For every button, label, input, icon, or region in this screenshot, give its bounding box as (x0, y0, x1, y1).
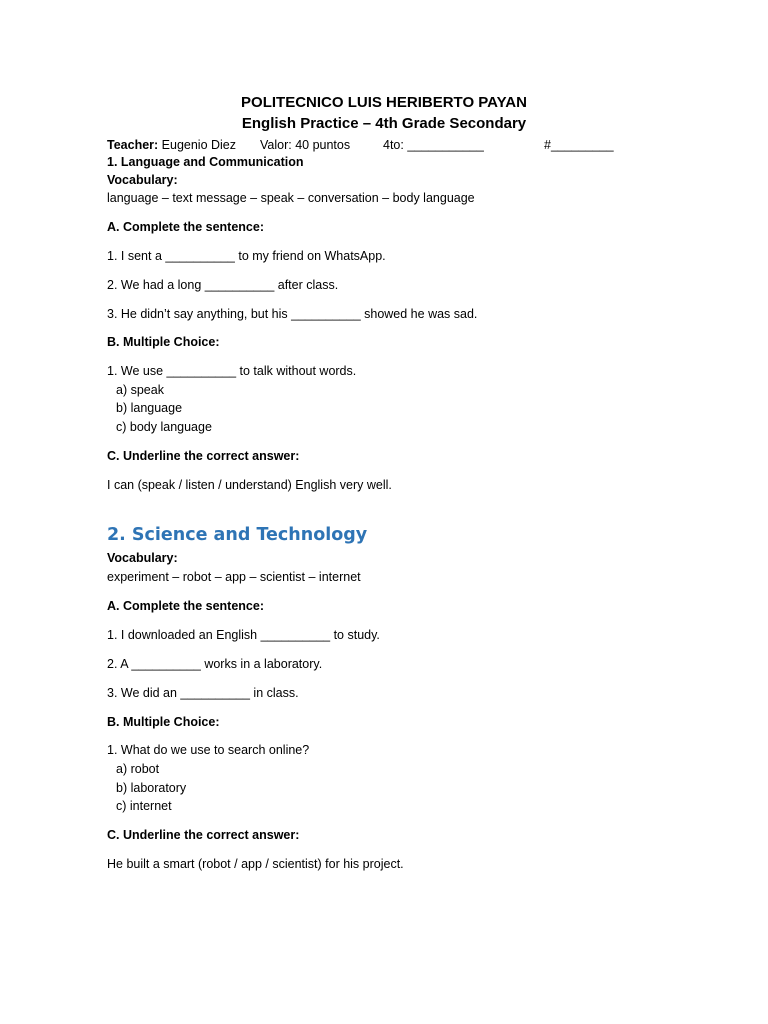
section-1-vocab-label: Vocabulary: (107, 173, 178, 187)
section-1-part-b-title: B. Multiple Choice: (107, 335, 220, 349)
section-1-part-a-item: 3. He didn’t say anything, but his __________ showed he was sad. (107, 307, 478, 321)
grade-field: 4to: ___________ (383, 138, 484, 152)
section-2-part-c-sentence: He built a smart (robot / app / scientist) for his project. (107, 857, 404, 871)
teacher-label: Teacher: (107, 138, 159, 152)
section-1-option: a) speak (116, 383, 164, 397)
section-1-heading: 1. Language and Communication (107, 155, 304, 169)
section-1-part-c-title: C. Underline the correct answer: (107, 449, 300, 463)
number-field: #_________ (544, 138, 614, 152)
section-1-vocab-words: language – text message – speak – conversation – body language (107, 191, 475, 205)
school-name: POLITECNICO LUIS HERIBERTO PAYAN (241, 94, 527, 111)
section-2-part-b-title: B. Multiple Choice: (107, 715, 220, 729)
section-2-vocab-words: experiment – robot – app – scientist – internet (107, 570, 361, 584)
valor-text: Valor: 40 puntos (260, 138, 351, 152)
section-2-part-a-title: A. Complete the sentence: (107, 599, 264, 613)
section-2-option: b) laboratory (116, 781, 187, 795)
section-1-option: b) language (116, 401, 183, 415)
worksheet-title: English Practice – 4th Grade Secondary (241, 115, 527, 132)
section-2-part-b-question: 1. What do we use to search online? (107, 743, 310, 757)
section-2-heading: 2. Science and Technology (107, 525, 368, 545)
section-2-part-a-item: 1. I downloaded an English __________ to study. (107, 628, 380, 642)
section-2-vocab-label: Vocabulary: (107, 551, 178, 565)
section-2-part-c-title: C. Underline the correct answer: (107, 828, 300, 842)
section-1-part-c-sentence: I can (speak / listen / understand) English very well. (107, 478, 392, 492)
teacher-line (107, 137, 236, 153)
section-2-option: c) internet (116, 799, 172, 813)
section-1-part-a-item: 2. We had a long __________ after class. (107, 278, 339, 292)
section-2-part-a-item: 3. We did an __________ in class. (107, 686, 299, 700)
section-1-part-a-item: 1. I sent a __________ to my friend on WhatsApp. (107, 249, 386, 263)
section-2-option: a) robot (116, 762, 160, 776)
section-1-option: c) body language (116, 420, 212, 434)
section-2-part-a-item: 2. A __________ works in a laboratory. (107, 657, 323, 671)
section-1-part-a-title: A. Complete the sentence: (107, 220, 264, 234)
section-1-part-b-question: 1. We use __________ to talk without words. (107, 364, 357, 378)
teacher-name: Eugenio Diez (158, 138, 237, 152)
